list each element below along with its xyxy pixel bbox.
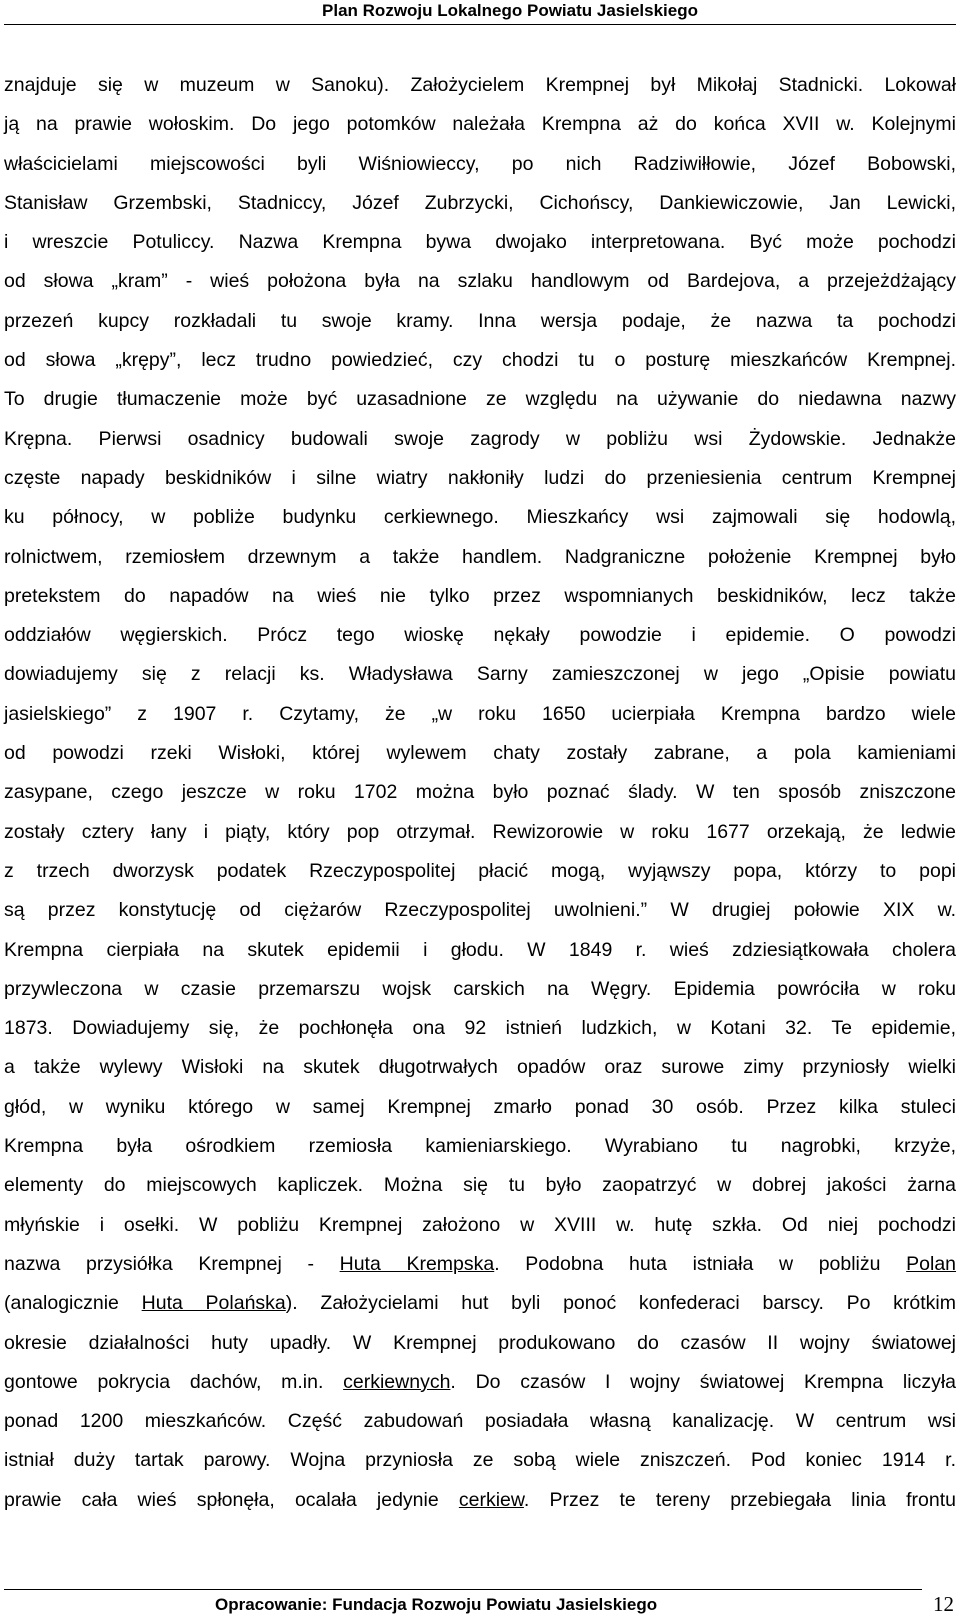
page-number: 12 bbox=[933, 1592, 954, 1616]
text-line-16 bbox=[4, 655, 956, 694]
text-segment: zasypane, czego jeszcze w roku 1702 można było poznać ślady. W ten sposób zniszczone bbox=[4, 781, 956, 804]
page-header bbox=[0, 0, 960, 26]
text-line-4 bbox=[4, 184, 956, 223]
text-segment: pretekstem do napadów na wieś nie tylko przez wspomnianych beskidników, lecz także bbox=[4, 584, 956, 607]
text-line-17 bbox=[4, 695, 956, 734]
text-segment: głód, w wyniku którego w samej Krempnej zmarło ponad 30 osób. Przez kilka stuleci bbox=[4, 1095, 956, 1118]
text-segment: (analogicznie bbox=[4, 1292, 142, 1315]
text-segment: przezeń kupcy rozkładali tu swoje kramy. Inna wersja podaje, że nazwa ta pochodzi bbox=[4, 309, 956, 332]
text-line-31 bbox=[4, 1245, 956, 1284]
text-line-2 bbox=[4, 105, 956, 144]
text-segment: z trzech dworzysk podatek Rzeczypospolitej płacić mogą, wyjąwszy popa, którzy to popi bbox=[4, 859, 956, 882]
text-segment: rolnictwem, rzemiosłem drzewnym a także handlem. Nadgraniczne położenie Krempnej było bbox=[4, 545, 956, 568]
text-line-34 bbox=[4, 1363, 956, 1402]
text-segment: Krempna cierpiała na skutek epidemii i głodu. W 1849 r. wieś zdziesiątkowała cholera bbox=[4, 938, 956, 961]
footer-rule bbox=[4, 1589, 922, 1590]
text-segment: są przez konstytucję od ciężarów Rzeczypospolitej uwolnieni.” W drugiej połowie XIX w. bbox=[4, 899, 956, 922]
text-segment: zostały cztery łany i piąty, który pop otrzymał. Rewizorowie w roku 1677 orzekają, że ledwie bbox=[4, 820, 956, 843]
text-segment: jasielskiego” z 1907 r. Czytamy, że „w roku 1650 ucierpiała Krempna bardzo wiele bbox=[4, 702, 956, 725]
link-polan[interactable]: Polan bbox=[906, 1252, 957, 1275]
text-line-29 bbox=[4, 1166, 956, 1205]
text-line-26 bbox=[4, 1048, 956, 1087]
text-line-1 bbox=[4, 66, 956, 105]
text-segment: ). Założycielami hut byli ponoć konfederaci barscy. Po krótkim bbox=[285, 1292, 957, 1315]
text-segment: młyńskie i osełki. W pobliżu Krempnej założono w XVIII w. hutę szkła. Od niej pochodzi bbox=[4, 1213, 956, 1236]
text-line-32 bbox=[4, 1284, 956, 1323]
text-segment: przywleczona w czasie przemarszu wojsk carskich na Węgry. Epidemia powróciła w roku bbox=[4, 977, 956, 1000]
text-line-25 bbox=[4, 1009, 956, 1048]
text-segment: ku północy, w pobliże budynku cerkiewnego. Mieszkańcy wsi zajmowali się hodowlą, bbox=[4, 506, 956, 529]
text-line-13 bbox=[4, 538, 956, 577]
text-segment: od powodzi rzeki Wisłoki, której wylewem chaty zostały zabrane, a pola kamieniami bbox=[4, 742, 956, 765]
text-segment: Krempna była ośrodkiem rzemiosła kamieniarskiego. Wyrabiano tu nagrobki, krzyże, bbox=[4, 1135, 956, 1158]
text-segment: od słowa „kram” - wieś położona była na szlaku handlowym od Bardejova, a przejeżdżający bbox=[4, 270, 956, 293]
link-cerkiew[interactable]: cerkiew bbox=[458, 1488, 524, 1511]
text-segment: i wreszcie Potuliccy. Nazwa Krempna bywa dwojako interpretowana. Być może pochodzi bbox=[4, 231, 956, 254]
header-rule bbox=[4, 24, 956, 25]
text-segment: . Do czasów I wojny światowej Krempna liczyła bbox=[450, 1370, 956, 1393]
link-huta-krempska[interactable]: Huta Krempska bbox=[339, 1252, 495, 1275]
text-line-30 bbox=[4, 1206, 956, 1245]
text-line-33 bbox=[4, 1324, 956, 1363]
text-line-21 bbox=[4, 852, 956, 891]
text-segment: od słowa „krępy”, lecz trudno powiedzieć, czy chodzi tu o posturę mieszkańców Krempnej. bbox=[4, 349, 956, 372]
text-line-23 bbox=[4, 931, 956, 970]
text-segment: właścicielami miejscowości byli Wiśniowieccy, po nich Radziwiłłowie, Józef Bobowski, bbox=[4, 152, 956, 175]
text-line-27 bbox=[4, 1088, 956, 1127]
text-line-3 bbox=[4, 145, 956, 184]
text-line-7 bbox=[4, 302, 956, 341]
link-huta-polanska[interactable]: Huta Polańska bbox=[141, 1292, 286, 1315]
text-line-10 bbox=[4, 420, 956, 459]
text-line-5 bbox=[4, 223, 956, 262]
text-line-8 bbox=[4, 341, 956, 380]
text-segment: częste napady beskidników i silne wiatry nakłoniły ludzi do przeniesienia centrum Krempnej bbox=[4, 466, 956, 489]
text-line-18 bbox=[4, 734, 956, 773]
text-line-9 bbox=[4, 380, 956, 419]
text-segment: ponad 1200 mieszkańców. Część zabudowań posiadała własną kanalizację. W centrum wsi bbox=[4, 1410, 956, 1433]
body-text bbox=[4, 66, 956, 1520]
text-segment: To drugie tłumaczenie może być uzasadnione ze względu na używanie do niedawna nazwy bbox=[4, 388, 956, 411]
text-line-6 bbox=[4, 262, 956, 301]
text-line-12 bbox=[4, 498, 956, 537]
text-line-37 bbox=[4, 1481, 956, 1520]
text-segment: . Podobna huta istniała w pobliżu bbox=[494, 1252, 907, 1275]
text-line-24 bbox=[4, 970, 956, 1009]
text-segment: nazwa przysiółka Krempnej - bbox=[4, 1252, 340, 1275]
text-segment: znajduje się w muzeum w Sanoku). Założycielem Krempnej był Mikołaj Stadnicki. Lokował bbox=[4, 74, 956, 96]
text-segment: dowiadujemy się z relacji ks. Władysława Sarny zamieszczonej w jego „Opisie powiatu bbox=[4, 663, 956, 686]
text-segment: oddziałów węgierskich. Prócz tego wioskę nękały powodzie i epidemie. O powodzi bbox=[4, 624, 956, 647]
text-line-36 bbox=[4, 1441, 956, 1480]
text-segment: Krępna. Pierwsi osadnicy budowali swoje zagrody w pobliżu wsi Żydowskie. Jednakże bbox=[4, 427, 956, 450]
text-line-11 bbox=[4, 459, 956, 498]
text-segment: okresie działalności huty upadły. W Krempnej produkowano do czasów II wojny światowej bbox=[4, 1331, 956, 1354]
text-segment: Stanisław Grzembski, Stadniccy, Józef Zubrzycki, Cichońscy, Dankiewiczowie, Jan Lewicki, bbox=[4, 191, 956, 214]
text-line-28 bbox=[4, 1127, 956, 1166]
text-segment: . Przez te tereny przebiegała linia frontu bbox=[523, 1488, 956, 1511]
text-segment: ją na prawie wołoskim. Do jego potomków należała Krempna aż do końca XVII w. Kolejnymi bbox=[4, 113, 956, 136]
text-line-19 bbox=[4, 773, 956, 812]
header-title: Plan Rozwoju Lokalnego Powiatu Jasielskiego bbox=[322, 1, 698, 20]
text-segment: gontowe pokrycia dachów, m.in. bbox=[4, 1370, 344, 1393]
footer-text: Opracowanie: Fundacja Rozwoju Powiatu Jasielskiego bbox=[215, 1595, 658, 1614]
text-line-20 bbox=[4, 813, 956, 852]
text-line-35 bbox=[4, 1402, 956, 1441]
link-cerkiewnych[interactable]: cerkiewnych bbox=[343, 1370, 451, 1393]
text-line-14 bbox=[4, 577, 956, 616]
text-segment: a także wylewy Wisłoki na skutek długotrwałych opadów oraz surowe zimy przyniosły wielki bbox=[4, 1056, 956, 1079]
text-segment: 1873. Dowiadujemy się, że pochłonęła ona 92 istnień ludzkich, w Kotani 32. Te epidemie, bbox=[4, 1017, 956, 1040]
text-line-15 bbox=[4, 616, 956, 655]
text-segment: istniał duży tartak parowy. Wojna przyniosła ze sobą wiele zniszczeń. Pod koniec 1914 r. bbox=[4, 1449, 956, 1472]
text-segment: prawie cała wieś spłonęła, ocalała jedynie bbox=[4, 1488, 459, 1511]
text-segment: elementy do miejscowych kapliczek. Można się tu było zaopatrzyć w dobrej jakości żarna bbox=[4, 1174, 956, 1197]
text-line-22 bbox=[4, 891, 956, 930]
